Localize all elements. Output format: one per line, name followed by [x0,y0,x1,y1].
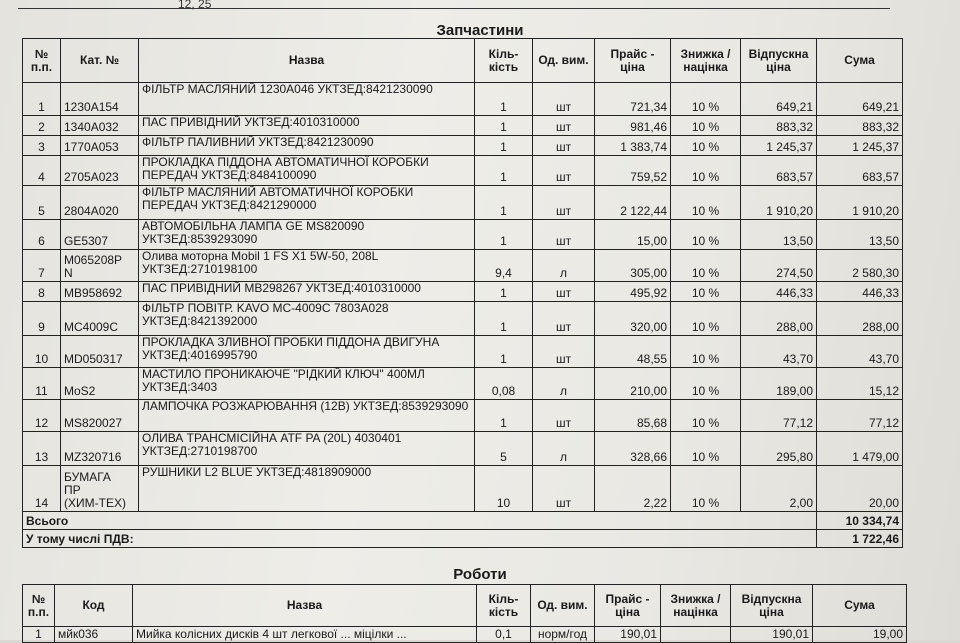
total-row [23,512,903,530]
row-unit: шт [533,186,595,220]
parts-table [22,38,903,548]
row-sale-price: 883,32 [741,116,817,136]
row-catalog-number: M065208P N [61,250,139,282]
row-catalog-number: 1340A032 [61,116,139,136]
row-sale-price: 446,33 [741,282,817,302]
row-sale-price: 13,50 [741,220,817,250]
top-rule [18,8,890,9]
row-number: 7 [23,250,61,282]
row-catalog-number: MD050317 [61,336,139,368]
row-number: 1 [23,83,61,116]
works-row-number: 1 [23,627,55,643]
row-quantity: 1 [475,400,533,432]
row-catalog-number: 1770A053 [61,136,139,156]
vat-value: 1 722,46 [817,530,903,548]
row-sale-price: 683,57 [741,156,817,186]
table-row [23,116,903,136]
vat-row [23,530,903,548]
row-name: Олива моторна Mobil 1 FS X1 5W-50, 208L УКТЗЕД:2710198100 [139,250,475,282]
parts-header-row [23,39,903,83]
table-row [23,336,903,368]
table-row [23,302,903,336]
row-name: ПРОКЛАДКА ЗЛИВНОЇ ПРОБКИ ПІДДОНА ДВИГУНА УКТЗЕД:4016995790 [139,336,475,368]
works-header-row [23,585,907,627]
row-price: 15,00 [595,220,671,250]
works-row-code: мйк036 [55,627,133,643]
works-row-unit: норм/год [531,627,595,643]
row-discount: 10 % [671,83,741,116]
row-sale-price: 2,00 [741,466,817,512]
works-col-header-sum: Сума [813,585,907,627]
row-quantity: 1 [475,282,533,302]
works-row-sum: 19,00 [813,627,907,643]
row-quantity: 9,4 [475,250,533,282]
works-row-price: 190,01 [595,627,661,643]
row-catalog-number: 2804A020 [61,186,139,220]
row-discount: 10 % [671,116,741,136]
table-row [23,282,903,302]
row-number: 6 [23,220,61,250]
row-sale-price: 1 910,20 [741,186,817,220]
row-unit: шт [533,220,595,250]
row-sum: 883,32 [817,116,903,136]
row-sale-price: 43,70 [741,336,817,368]
row-sum: 1 910,20 [817,186,903,220]
row-number: 14 [23,466,61,512]
row-price: 981,46 [595,116,671,136]
row-unit: шт [533,156,595,186]
row-sale-price: 77,12 [741,400,817,432]
works-col-header-unit: Од. вим. [531,585,595,627]
row-sum: 2 580,30 [817,250,903,282]
works-table [22,584,907,643]
table-row [23,220,903,250]
row-sum: 43,70 [817,336,903,368]
col-header-name: Назва [139,39,475,83]
row-unit: шт [533,336,595,368]
row-quantity: 1 [475,220,533,250]
row-catalog-number: MS820027 [61,400,139,432]
row-catalog-number: MB958692 [61,282,139,302]
works-row-quantity: 0,1 [477,627,531,643]
row-sum: 649,21 [817,83,903,116]
row-unit: шт [533,83,595,116]
row-price: 210,00 [595,368,671,400]
row-name: ЛАМПОЧКА РОЗЖАРЮВАННЯ (12В) УКТЗЕД:8539293090 [139,400,475,432]
row-quantity: 1 [475,136,533,156]
row-sale-price: 288,00 [741,302,817,336]
row-discount: 10 % [671,186,741,220]
row-quantity: 5 [475,432,533,466]
col-header-sale-price: Відпускна ціна [741,39,817,83]
row-unit: л [533,368,595,400]
row-number: 4 [23,156,61,186]
row-discount: 10 % [671,466,741,512]
row-price: 320,00 [595,302,671,336]
row-unit: л [533,432,595,466]
table-row [23,136,903,156]
row-sum: 13,50 [817,220,903,250]
works-col-header-code: Код [55,585,133,627]
row-number: 12 [23,400,61,432]
row-discount: 10 % [671,302,741,336]
works-col-header-discount: Знижка / націнка [661,585,731,627]
row-price: 48,55 [595,336,671,368]
works-table-row [23,627,907,643]
row-number: 13 [23,432,61,466]
row-number: 10 [23,336,61,368]
vat-label: У тому числі ПДВ: [23,530,817,548]
row-name: РУШНИКИ L2 BLUE УКТЗЕД:4818909000 [139,466,475,512]
works-col-header-quantity: Кіль- кість [477,585,531,627]
row-name: ФІЛЬТР МАСЛЯНИЙ 1230A046 УКТЗЕД:8421230090 [139,83,475,116]
row-name: АВТОМОБІЛЬНА ЛАМПА GE MS820090 УКТЗЕД:8539293090 [139,220,475,250]
table-row [23,186,903,220]
row-catalog-number: 2705A023 [61,156,139,186]
row-name: ПАС ПРИВІДНИЙ MB298267 УКТЗЕД:4010310000 [139,282,475,302]
row-number: 11 [23,368,61,400]
row-discount: 10 % [671,156,741,186]
row-catalog-number: MC4009C [61,302,139,336]
total-value: 10 334,74 [817,512,903,530]
works-col-header-name: Назва [133,585,477,627]
row-unit: шт [533,466,595,512]
table-row [23,432,903,466]
row-quantity: 1 [475,156,533,186]
row-sum: 20,00 [817,466,903,512]
col-header-discount: Знижка / націнка [671,39,741,83]
works-section-title: Роботи [453,566,507,583]
row-price: 721,34 [595,83,671,116]
works-row-discount [661,627,731,643]
table-row [23,156,903,186]
row-quantity: 10 [475,466,533,512]
row-price: 305,00 [595,250,671,282]
row-name: ПАС ПРИВІДНИЙ УКТЗЕД:4010310000 [139,116,475,136]
row-price: 2,22 [595,466,671,512]
row-number: 3 [23,136,61,156]
row-catalog-number: MoS2 [61,368,139,400]
table-row [23,400,903,432]
row-number: 9 [23,302,61,336]
col-header-quantity: Кіль- кість [475,39,533,83]
works-col-header-number: № п.п. [23,585,55,627]
table-row [23,250,903,282]
works-col-header-price: Прайс - ціна [595,585,661,627]
row-number: 2 [23,116,61,136]
row-unit: шт [533,400,595,432]
row-quantity: 1 [475,302,533,336]
row-unit: шт [533,282,595,302]
row-sale-price: 649,21 [741,83,817,116]
row-quantity: 1 [475,83,533,116]
row-sum: 683,57 [817,156,903,186]
row-quantity: 1 [475,336,533,368]
row-price: 85,68 [595,400,671,432]
row-price: 495,92 [595,282,671,302]
works-row-sale-price: 190,01 [731,627,813,643]
row-sum: 77,12 [817,400,903,432]
row-catalog-number: БУМАГА ПР (ХИМ-ТЕХ) [61,466,139,512]
row-discount: 10 % [671,432,741,466]
row-sale-price: 189,00 [741,368,817,400]
row-catalog-number: MZ320716 [61,432,139,466]
row-name: ФІЛЬТР МАСЛЯНИЙ АВТОМАТИЧНОЇ КОРОБКИ ПЕРЕДАЧ УКТЗЕД:8421290000 [139,186,475,220]
row-catalog-number: GE5307 [61,220,139,250]
row-catalog-number: 1230A154 [61,83,139,116]
row-unit: шт [533,136,595,156]
row-sum: 1 245,37 [817,136,903,156]
row-number: 8 [23,282,61,302]
col-header-price: Прайс - ціна [595,39,671,83]
row-sum: 1 479,00 [817,432,903,466]
row-quantity: 1 [475,186,533,220]
row-sum: 446,33 [817,282,903,302]
top-fragment-text: 12, 25 [178,0,212,11]
row-discount: 10 % [671,336,741,368]
row-discount: 10 % [671,250,741,282]
total-label: Всього [23,512,817,530]
row-unit: шт [533,116,595,136]
row-sum: 288,00 [817,302,903,336]
row-sum: 15,12 [817,368,903,400]
parts-section-title: Запчастини [436,22,524,39]
row-unit: л [533,250,595,282]
row-price: 1 383,74 [595,136,671,156]
row-price: 759,52 [595,156,671,186]
row-name: ФІЛЬТР ПАЛИВНИЙ УКТЗЕД:8421230090 [139,136,475,156]
row-sale-price: 295,80 [741,432,817,466]
works-col-header-sale-price: Відпускна ціна [731,585,813,627]
row-discount: 10 % [671,400,741,432]
row-discount: 10 % [671,220,741,250]
row-name: ОЛИВА ТРАНСМІСІЙНА ATF PA (20L) 4030401 УКТЗЕД:2710198700 [139,432,475,466]
col-header-unit: Од. вим. [533,39,595,83]
row-sale-price: 1 245,37 [741,136,817,156]
table-row [23,368,903,400]
row-sale-price: 274,50 [741,250,817,282]
row-name: ПРОКЛАДКА ПІДДОНА АВТОМАТИЧНОЇ КОРОБКИ ПЕРЕДАЧ УКТЗЕД:8484100090 [139,156,475,186]
table-row [23,83,903,116]
row-price: 328,66 [595,432,671,466]
row-price: 2 122,44 [595,186,671,220]
col-header-sum: Сума [817,39,903,83]
works-row-name: Мийка колісних дисків 4 шт легкової ... міцілки ... [133,627,477,643]
row-unit: шт [533,302,595,336]
row-discount: 10 % [671,282,741,302]
row-quantity: 1 [475,116,533,136]
row-number: 5 [23,186,61,220]
row-quantity: 0,08 [475,368,533,400]
row-name: ФІЛЬТР ПОВІТР. KAVO MC-4009C 7803A028 УКТЗЕД:8421392000 [139,302,475,336]
row-discount: 10 % [671,136,741,156]
table-row [23,466,903,512]
row-name: МАСТИЛО ПРОНИКАЮЧЕ "РІДКИЙ КЛЮЧ" 400МЛ УКТЗЕД:3403 [139,368,475,400]
row-discount: 10 % [671,368,741,400]
col-header-catalog: Кат. № [61,39,139,83]
col-header-number: № п.п. [23,39,61,83]
